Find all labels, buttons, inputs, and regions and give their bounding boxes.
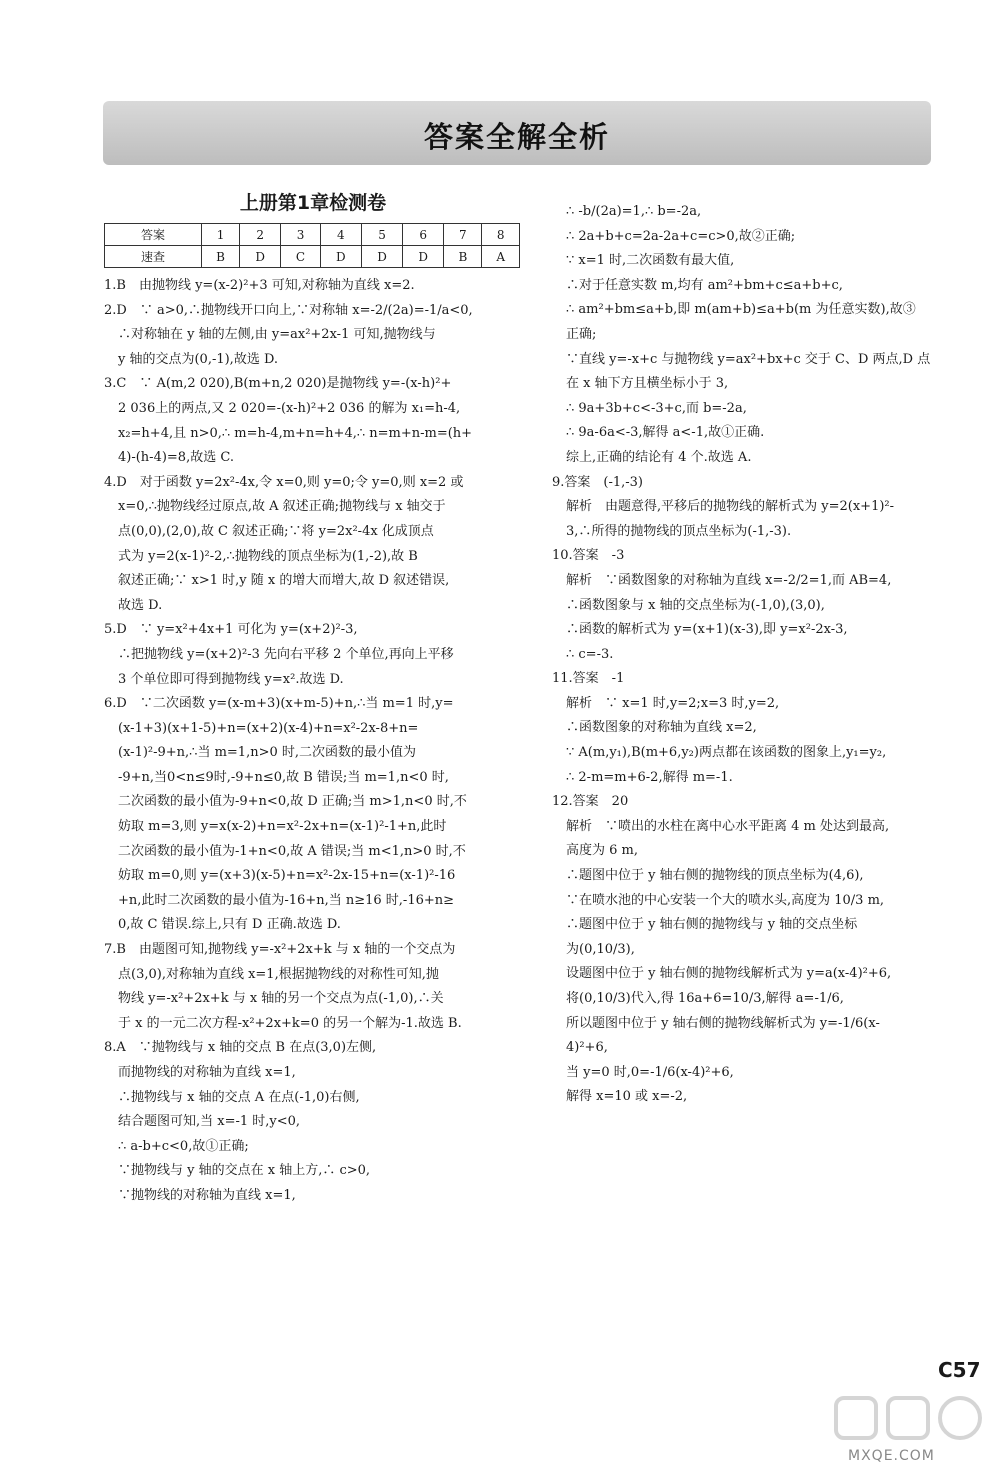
answer-line: 在 x 轴下方且横坐标小于 3, <box>566 376 729 392</box>
answer-line: (x-1)²-9+n,∴当 m=1,n>0 时,二次函数的最小值为 <box>118 745 417 761</box>
right-column <box>552 200 980 1110</box>
answer-line: 点(3,0),对称轴为直线 x=1,根据抛物线的对称性可知,抛 <box>118 966 439 982</box>
left-answers <box>104 274 522 1209</box>
answer-line: 所以题图中位于 y 轴右侧的抛物线解析式为 y=-1/6(x- <box>566 1015 880 1031</box>
answer-line: 综上,正确的结论有 4 个.故选 A. <box>566 449 752 465</box>
answer-line: 2.D ∵ a>0,∴抛物线开口向上,∵对称轴 x=-2/(2a)=-1/a<0, <box>104 302 473 318</box>
answer-table-row-answers <box>105 246 520 268</box>
table-cell: 速查 <box>105 246 202 268</box>
answer-line: ∵抛物线的对称轴为直线 x=1, <box>118 1187 296 1203</box>
table-cell: 6 <box>403 224 444 246</box>
answer-line: ∴ 9a-6a<-3,解得 a<-1,故①正确. <box>566 425 765 441</box>
answer-line: 4.D 对于函数 y=2x²-4x,令 x=0,则 y=0;令 y=0,则 x=2 或 <box>104 474 464 490</box>
answer-line: 11.答案 -1 <box>552 671 625 687</box>
answer-line: 当 y=0 时,0=-1/6(x-4)²+6, <box>566 1064 734 1080</box>
answer-line: ∴函数的解析式为 y=(x+1)(x-3),即 y=x²-2x-3, <box>566 622 848 638</box>
table-cell: B <box>201 246 239 268</box>
answer-line: ∴把抛物线 y=(x+2)²-3 先向右平移 2 个单位,再向上平移 <box>118 646 454 662</box>
answer-line: ∴ c=-3. <box>566 646 614 662</box>
answer-line: 妨取 m=0,则 y=(x+3)(x-5)+n=x²-2x-15+n=(x-1)²-16 <box>118 868 456 884</box>
answer-line: 3.C ∵ A(m,2 020),B(m+n,2 020)是抛物线 y=-(x-h)²+ <box>104 376 452 392</box>
answer-line: x₂=h+4,且 n>0,∴ m=h-4,m+n=h+4,∴ n=m+n-m=(h+ <box>118 425 473 441</box>
answer-line: 为(0,10/3), <box>566 941 635 957</box>
answer-line: ∴ -b/(2a)=1,∴ b=-2a, <box>566 204 702 219</box>
table-cell: 7 <box>444 224 482 246</box>
answer-line: 正确; <box>566 326 597 342</box>
answer-line: 4)-(h-4)=8,故选 C. <box>118 450 234 466</box>
answer-line: ∵ x=1 时,二次函数有最大值, <box>566 253 735 269</box>
answer-line: 叙述正确;∵ x>1 时,y 随 x 的增大而增大,故 D 叙述错误, <box>118 573 450 589</box>
table-cell: 5 <box>361 224 402 246</box>
answer-line: 5.D ∵ y=x²+4x+1 可化为 y=(x+2)²-3, <box>104 622 358 638</box>
table-cell: D <box>320 246 361 268</box>
answer-line: 于 x 的一元二次方程-x²+2x+k=0 的另一个解为-1.故选 B. <box>118 1015 462 1031</box>
answer-line: x=0,∴抛物线经过原点,故 A 叙述正确;抛物线与 x 轴交于 <box>118 499 446 515</box>
table-cell: 1 <box>201 224 239 246</box>
answer-line: ∴ 2a+b+c=2a-2a+c=c>0,故②正确; <box>566 228 796 244</box>
answer-line: 而抛物线的对称轴为直线 x=1, <box>118 1065 296 1080</box>
left-column <box>104 188 522 1209</box>
answer-line: 二次函数的最小值为-9+n<0,故 D 正确;当 m>1,n<0 时,不 <box>118 794 467 810</box>
answer-table <box>104 223 520 268</box>
answer-line: ∵抛物线与 y 轴的交点在 x 轴上方,∴ c>0, <box>118 1163 371 1179</box>
answer-line: 二次函数的最小值为-1+n<0,故 A 错误;当 m<1,n>0 时,不 <box>118 843 466 859</box>
answer-line: 将(0,10/3)代入,得 16a+6=10/3,解得 a=-1/6, <box>566 991 844 1006</box>
answer-line: 6.D ∵二次函数 y=(x-m+3)(x+m-5)+n,∴当 m=1 时,y= <box>104 696 454 712</box>
page-number: C57 <box>938 1358 981 1382</box>
answer-line: 妨取 m=3,则 y=x(x-2)+n=x²-2x+n=(x-1)²-1+n,此时 <box>118 819 447 835</box>
answer-line: 10.答案 -3 <box>552 548 625 564</box>
answer-line: 12.答案 20 <box>552 794 629 810</box>
table-cell: D <box>361 246 402 268</box>
answer-line: 设题图中位于 y 轴右侧的抛物线解析式为 y=a(x-4)²+6, <box>566 966 892 982</box>
header-banner <box>103 101 931 165</box>
table-cell: 2 <box>240 224 281 246</box>
table-cell: D <box>240 246 281 268</box>
answer-line: ∴ 9a+3b+c<-3+c,而 b=-2a, <box>566 400 747 416</box>
answer-line: +n,此时二次函数的最小值为-16+n,当 n≥16 时,-16+n≥ <box>118 892 455 908</box>
answer-line: 0,故 C 错误.综上,只有 D 正确.故选 D. <box>118 917 341 933</box>
answer-line: 式为 y=2(x-1)²-2,∴抛物线的顶点坐标为(1,-2),故 B <box>118 548 418 564</box>
answer-line: 点(0,0),(2,0),故 C 叙述正确;∵将 y=2x²-4x 化成顶点 <box>118 523 434 539</box>
table-cell: 3 <box>281 224 321 246</box>
answer-line: ∴函数图象与 x 轴的交点坐标为(-1,0),(3,0), <box>566 597 825 613</box>
answer-line: 3,∴所得的抛物线的顶点坐标为(-1,-3). <box>566 523 792 539</box>
answer-line: ∴ am²+bm≤a+b,即 m(am+b)≤a+b(m 为任意实数),故③ <box>566 302 916 318</box>
answer-line: 解析 由题意得,平移后的抛物线的解析式为 y=2(x+1)²- <box>566 499 895 515</box>
answer-line: ∵在喷水池的中心安装一个大的喷水头,高度为 10/3 m, <box>566 892 885 908</box>
answer-line: 解得 x=10 或 x=-2, <box>566 1089 688 1105</box>
table-cell: 答案 <box>105 224 202 246</box>
answer-line: 结合题图可知,当 x=-1 时,y<0, <box>118 1114 301 1130</box>
answer-line: ∴对于任意实数 m,均有 am²+bm+c≤a+b+c, <box>566 277 843 293</box>
answer-line: ∵ A(m,y₁),B(m+6,y₂)两点都在该函数的图象上,y₁=y₂, <box>566 745 887 761</box>
answer-table-row-numbers <box>105 224 520 246</box>
section-title: 上册第1章检测卷 <box>239 192 387 214</box>
answer-line: ∴题图中位于 y 轴右侧的抛物线的顶点坐标为(4,6), <box>566 868 864 884</box>
answer-line: 3 个单位即可得到抛物线 y=x².故选 D. <box>118 671 344 687</box>
table-cell: 4 <box>320 224 361 246</box>
answer-line: 解析 ∵函数图象的对称轴为直线 x=-2/2=1,而 AB=4, <box>566 572 892 588</box>
table-cell: C <box>281 246 321 268</box>
answer-line: 9.答案 (-1,-3) <box>552 474 644 490</box>
answer-line: 解析 ∵喷出的水柱在离中心水平距离 4 m 处达到最高, <box>566 818 890 834</box>
watermark-text: MXQE.COM <box>848 1448 935 1464</box>
page-title: 答案全解全析 <box>423 120 610 154</box>
answer-line: 高度为 6 m, <box>566 843 638 859</box>
answer-line: 1.B 由抛物线 y=(x-2)²+3 可知,对称轴为直线 x=2. <box>104 278 415 293</box>
table-cell: D <box>403 246 444 268</box>
right-answers <box>552 200 980 1110</box>
table-cell: 8 <box>482 224 520 246</box>
answer-line: 解析 ∵ x=1 时,y=2;x=3 时,y=2, <box>566 695 780 711</box>
answer-line: 故选 D. <box>118 597 163 613</box>
answer-line: 8.A ∵抛物线与 x 轴的交点 B 在点(3,0)左侧, <box>104 1040 377 1056</box>
table-cell: B <box>444 246 482 268</box>
answer-line: 2 036上的两点,又 2 020=-(x-h)²+2 036 的解为 x₁=h-4, <box>118 400 461 416</box>
answer-line: -9+n,当0<n≤9时,-9+n≤0,故 B 错误;当 m=1,n<0 时, <box>118 769 449 785</box>
answer-line: 7.B 由题图可知,抛物线 y=-x²+2x+k 与 x 轴的一个交点为 <box>104 942 456 958</box>
answer-line: 物线 y=-x²+2x+k 与 x 轴的另一个交点为点(-1,0),∴关 <box>118 991 444 1007</box>
answer-line: (x-1+3)(x+1-5)+n=(x+2)(x-4)+n=x²-2x-8+n= <box>118 720 419 736</box>
answer-line: ∴函数图象的对称轴为直线 x=2, <box>566 720 757 736</box>
answer-line: 4)²+6, <box>566 1040 608 1056</box>
answer-line: ∴ a-b+c<0,故①正确; <box>118 1138 249 1154</box>
answer-line: ∴对称轴在 y 轴的左侧,由 y=ax²+2x-1 可知,抛物线与 <box>118 327 436 343</box>
answer-line: ∴ 2-m=m+6-2,解得 m=-1. <box>566 769 733 785</box>
answer-line: ∵直线 y=-x+c 与抛物线 y=ax²+bx+c 交于 C、D 两点,D 点 <box>566 351 931 367</box>
answer-line: y 轴的交点为(0,-1),故选 D. <box>118 351 279 367</box>
answer-line: ∴抛物线与 x 轴的交点 A 在点(-1,0)右侧, <box>118 1089 360 1105</box>
answer-line: ∴题图中位于 y 轴右侧的抛物线与 y 轴的交点坐标 <box>566 917 858 933</box>
table-cell: A <box>482 246 520 268</box>
